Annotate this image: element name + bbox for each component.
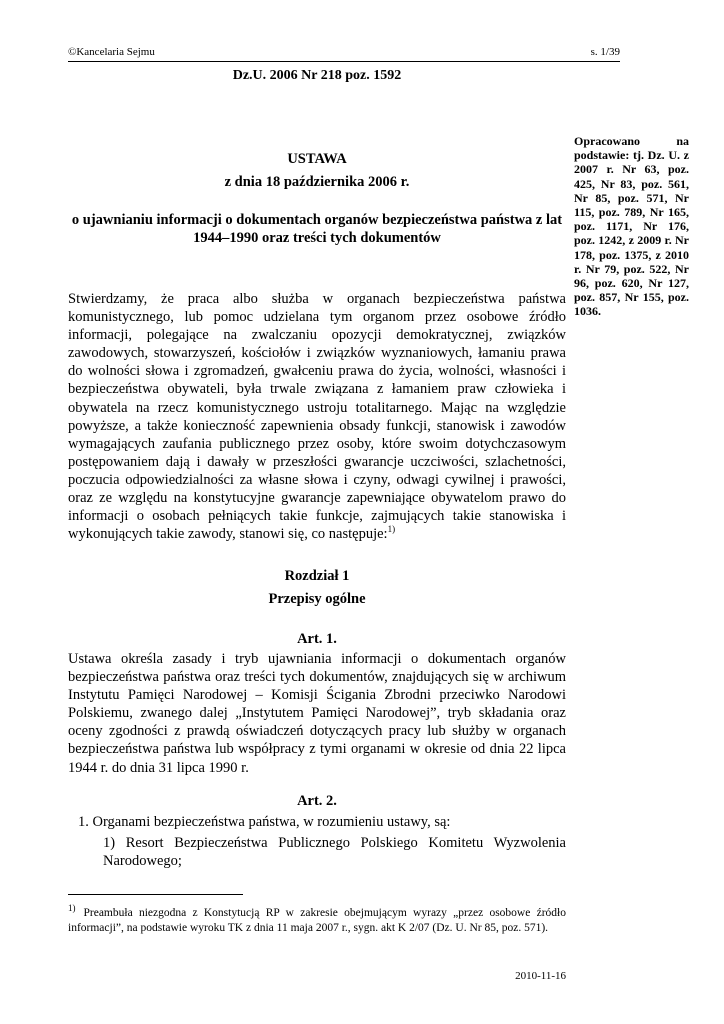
page-number: s. 1/39 xyxy=(590,46,620,58)
article-1-text: Ustawa określa zasady i tryb ujawniania informacji o dokumentach organów bezpieczeństwa państwa oraz treści tych dokumentów, znajdujących się w archiwum Instytutu Pamięci Narodowej – Komisji Ścigania Zbrodni przeciwko Narodowi Polskiemu, zwanego dalej „Instytutem Pamięci Narodowej”, tryb składania oraz oceny zgodności z prawdą oświadczeń dotyczących pracy lub służby w organach bezpieczeństwa państwa lub współpracy z tymi organami w okresie od dnia 22 lipca 1944 r. do dnia 31 lipca 1990 r. xyxy=(68,651,566,776)
act-title: USTAWA xyxy=(287,151,347,167)
footnote-marker: 1) xyxy=(68,903,76,914)
chapter-name: Przepisy ogólne xyxy=(268,591,366,607)
article-2-point-1: 1) Resort Bezpieczeństwa Publicznego Polskiego Komitetu Wyzwolenia Narodowego; xyxy=(103,835,566,870)
footer-date: 2010-11-16 xyxy=(515,970,566,982)
act-date: z dnia 18 października 2006 r. xyxy=(224,174,410,190)
article-2-paragraph-1: 1. Organami bezpieczeństwa państwa, w rozumieniu ustawy, są: xyxy=(78,814,451,830)
article-2-heading: Art. 2. xyxy=(297,793,337,809)
act-subject: o ujawnianiu informacji o dokumentach organów bezpieczeństwa państwa z lat 1944–1990 oraz treści tych dokumentów xyxy=(71,212,563,246)
side-note: Opracowano na podstawie: tj. Dz. U. z 2007 r. Nr 63, poz. 425, Nr 83, poz. 561, Nr 85, poz. 571, Nr 115, poz. 789, Nr 165, poz. 1171, Nr 176, poz. 1242, z 2009 r. Nr 178, poz. 1375, z 2010 r. Nr 79, poz. 522, Nr 96, poz. 620, Nr 127, poz. 857, Nr 155, poz. 1036. xyxy=(574,134,689,319)
article-1-heading: Art. 1. xyxy=(297,631,337,647)
header-source: ©Kancelaria Sejmu xyxy=(68,46,155,58)
footnote-divider xyxy=(68,894,243,895)
preamble xyxy=(68,290,566,543)
footnote-text: Preambuła niezgodna z Konstytucją RP w zakresie obejmującym wyrazy „przez osobowe źródło informacji”, na podstawie wyroku TK z dnia 11 maja 2007 r., sygn. akt K 2/07 (Dz. U. Nr 85, poz. 571). xyxy=(68,907,566,934)
preamble-text: Stwierdzamy, że praca albo służba w organach bezpieczeństwa państwa komunistycznego, lub pomoc udzielana tym organom przez osobowe źródło informacji, polegające na zwalczaniu opozycji demokratycznej, związków zawodowych, stowarzyszeń, kościołów i związków wyznaniowych, łamaniu prawa do wolności słowa i zgromadzeń, gwałceniu prawa do życia, wolności, własności i bezpieczeństwa obywateli, była trwale związana z łamaniem praw człowieka i obywatela na rzecz komunistycznego ustroju totalitarnego. Mając na względzie powyższe, a także konieczność zapewnienia obsady funkcji, stanowisk i zawodów wymagających zaufania publicznego przez osoby, które swoim dotychczasowym postępowaniem dają i dawały w przeszłości gwarancje uczciwości, szlachetności, poczucia odpowiedzialności za własne słowa i czyny, odwagi cywilnej i prawości, oraz ze względu na konstytucyjne gwarancje zapewniające obywatelom prawo do informacji o osobach pełniących takie funkcje, zajmujących takie stanowiska i wykonujących takie zawody, stanowi się, co następuje: xyxy=(68,291,566,543)
document-reference: Dz.U. 2006 Nr 218 poz. 1592 xyxy=(232,68,402,83)
header-divider xyxy=(68,61,620,62)
chapter-number: Rozdział 1 xyxy=(284,568,350,584)
footnote xyxy=(68,903,566,935)
footnote-ref[interactable]: 1) xyxy=(387,524,396,535)
